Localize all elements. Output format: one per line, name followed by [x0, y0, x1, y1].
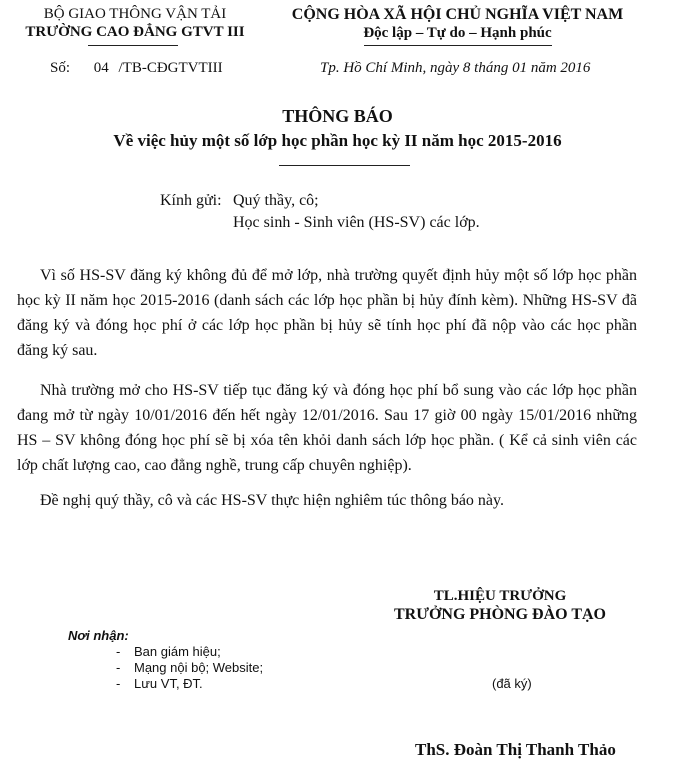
- body-paragraph-1: Vì số HS-SV đăng ký không đủ để mở lớp, nhà trường quyết định hủy một số lớp học phần học kỳ II năm học 2015-2016 (danh sách các lớp học phần bị hủy đính kèm). Những HS-SV đã đăng ký và đóng học phí ở các lớp học phần bị hủy sẽ tính học phí đã nộp vào các học phần đăng ký sau.: [17, 267, 637, 359]
- signed-note: (đã ký): [492, 676, 532, 691]
- recipients-label: Nơi nhận:: [68, 628, 129, 643]
- signature-title-2: TRƯỞNG PHÒNG ĐÀO TẠO: [393, 606, 606, 623]
- addressee-line-2: Học sinh - Sinh viên (HS-SV) các lớp.: [233, 214, 480, 231]
- recipients-list: [116, 644, 263, 692]
- signature-title-1: TL.HIỆU TRƯỞNG: [433, 588, 567, 604]
- document-subject: Về việc hủy một số lớp học phần học kỳ II năm học 2015-2016: [113, 131, 562, 150]
- document-reference: [50, 60, 223, 77]
- recipient-item: - Mạng nội bộ; Website;: [116, 660, 263, 676]
- school-name: TRƯỜNG CAO ĐẲNG GTVT III: [25, 24, 245, 40]
- motto-underline: [364, 45, 552, 46]
- place-date: Tp. Hồ Chí Minh, ngày 8 tháng 01 năm 2016: [320, 60, 591, 76]
- national-title: CỘNG HÒA XÃ HỘI CHỦ NGHĨA VIỆT NAM: [291, 6, 624, 23]
- school-underline: [88, 45, 178, 46]
- ministry-name: BỘ GIAO THÔNG VẬN TẢI: [43, 6, 227, 22]
- body-paragraph-3: Đề nghị quý thầy, cô và các HS-SV thực hiện nghiêm túc thông báo này.: [40, 492, 504, 509]
- signer-name: ThS. Đoàn Thị Thanh Thảo: [415, 740, 616, 759]
- ref-number: 04: [93, 60, 109, 76]
- recipient-item: - Ban giám hiệu;: [116, 644, 263, 660]
- addressee-label: Kính gửi:: [160, 192, 222, 209]
- national-motto: Độc lập – Tự do – Hạnh phúc: [363, 25, 552, 41]
- ref-label: Số:: [50, 60, 71, 76]
- recipient-item: - Lưu VT, ĐT.: [116, 676, 263, 692]
- document-heading: THÔNG BÁO: [282, 106, 393, 126]
- body-paragraph-2: Nhà trường mở cho HS-SV tiếp tục đăng ký và đóng học phí bổ sung vào các lớp học phần đang mở từ ngày 10/01/2016 đến hết ngày 12/01/2016. Sau 17 giờ 00 ngày 15/01/2016 những HS – SV không đóng học phí sẽ bị xóa tên khỏi danh sách lớp học phần. ( Kể cả sinh viên các lớp chất lượng cao, cao đẳng nghề, trung cấp chuyên nghiệp).: [17, 382, 637, 474]
- addressee-line-1: Quý thầy, cô;: [233, 192, 319, 209]
- title-underline: [279, 165, 410, 166]
- ref-code: /TB-CĐGTVTIII: [118, 60, 223, 76]
